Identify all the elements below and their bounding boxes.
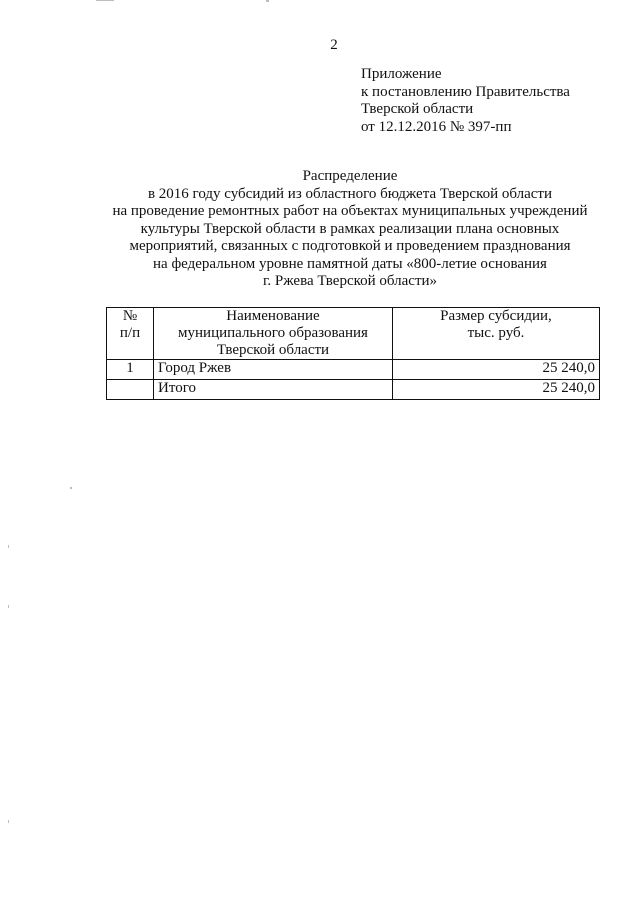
header-name [154,308,393,360]
total-label: Итого [154,380,393,400]
header-text: п/п [119,325,141,341]
total-number [107,380,154,400]
appendix-reference [361,66,570,136]
title-line: на проведение ремонтных работ на объектах муниципальных учреждений [112,203,588,219]
table-header-row [107,308,600,360]
scan-mark [96,0,114,1]
document-title [60,168,640,291]
appendix-line: Тверской области [361,101,474,117]
title-heading: Распределение [302,168,398,184]
title-line: г. Ржева Тверской области» [262,273,438,289]
header-number [107,308,154,360]
title-line: мероприятий, связанных с подготовкой и проведением празднования [129,238,571,254]
scan-mark [8,545,9,548]
title-line: в 2016 году субсидий из областного бюджета Тверской области [147,185,553,202]
appendix-line: к постановлению Правительства [361,83,570,100]
subsidy-table [106,307,600,400]
scan-mark [8,820,9,823]
header-text: Размер субсидии, [440,308,552,324]
header-text: № [122,308,138,324]
scan-mark [70,487,72,489]
row-number: 1 [107,360,154,380]
row-name: Город Ржев [154,360,393,380]
appendix-line: от 12.12.2016 № 397-пп [361,118,512,135]
page-number: 2 [330,37,338,53]
header-text: муниципального образования [178,325,368,341]
row-amount: 25 240,0 [393,360,600,380]
header-amount [393,308,600,360]
title-line: на федеральном уровне памятной даты «800-летие основания [153,255,547,272]
appendix-line: Приложение [361,66,442,82]
header-text: Тверской области [216,342,330,358]
total-row [107,380,600,400]
scan-mark [266,0,269,2]
title-line: культуры Тверской области в рамках реализации плана основных [140,220,560,237]
scan-mark [8,605,9,608]
table-row [107,360,600,380]
header-text: тыс. руб. [467,325,525,341]
header-text: Наименование [226,308,320,324]
total-amount: 25 240,0 [393,380,600,400]
